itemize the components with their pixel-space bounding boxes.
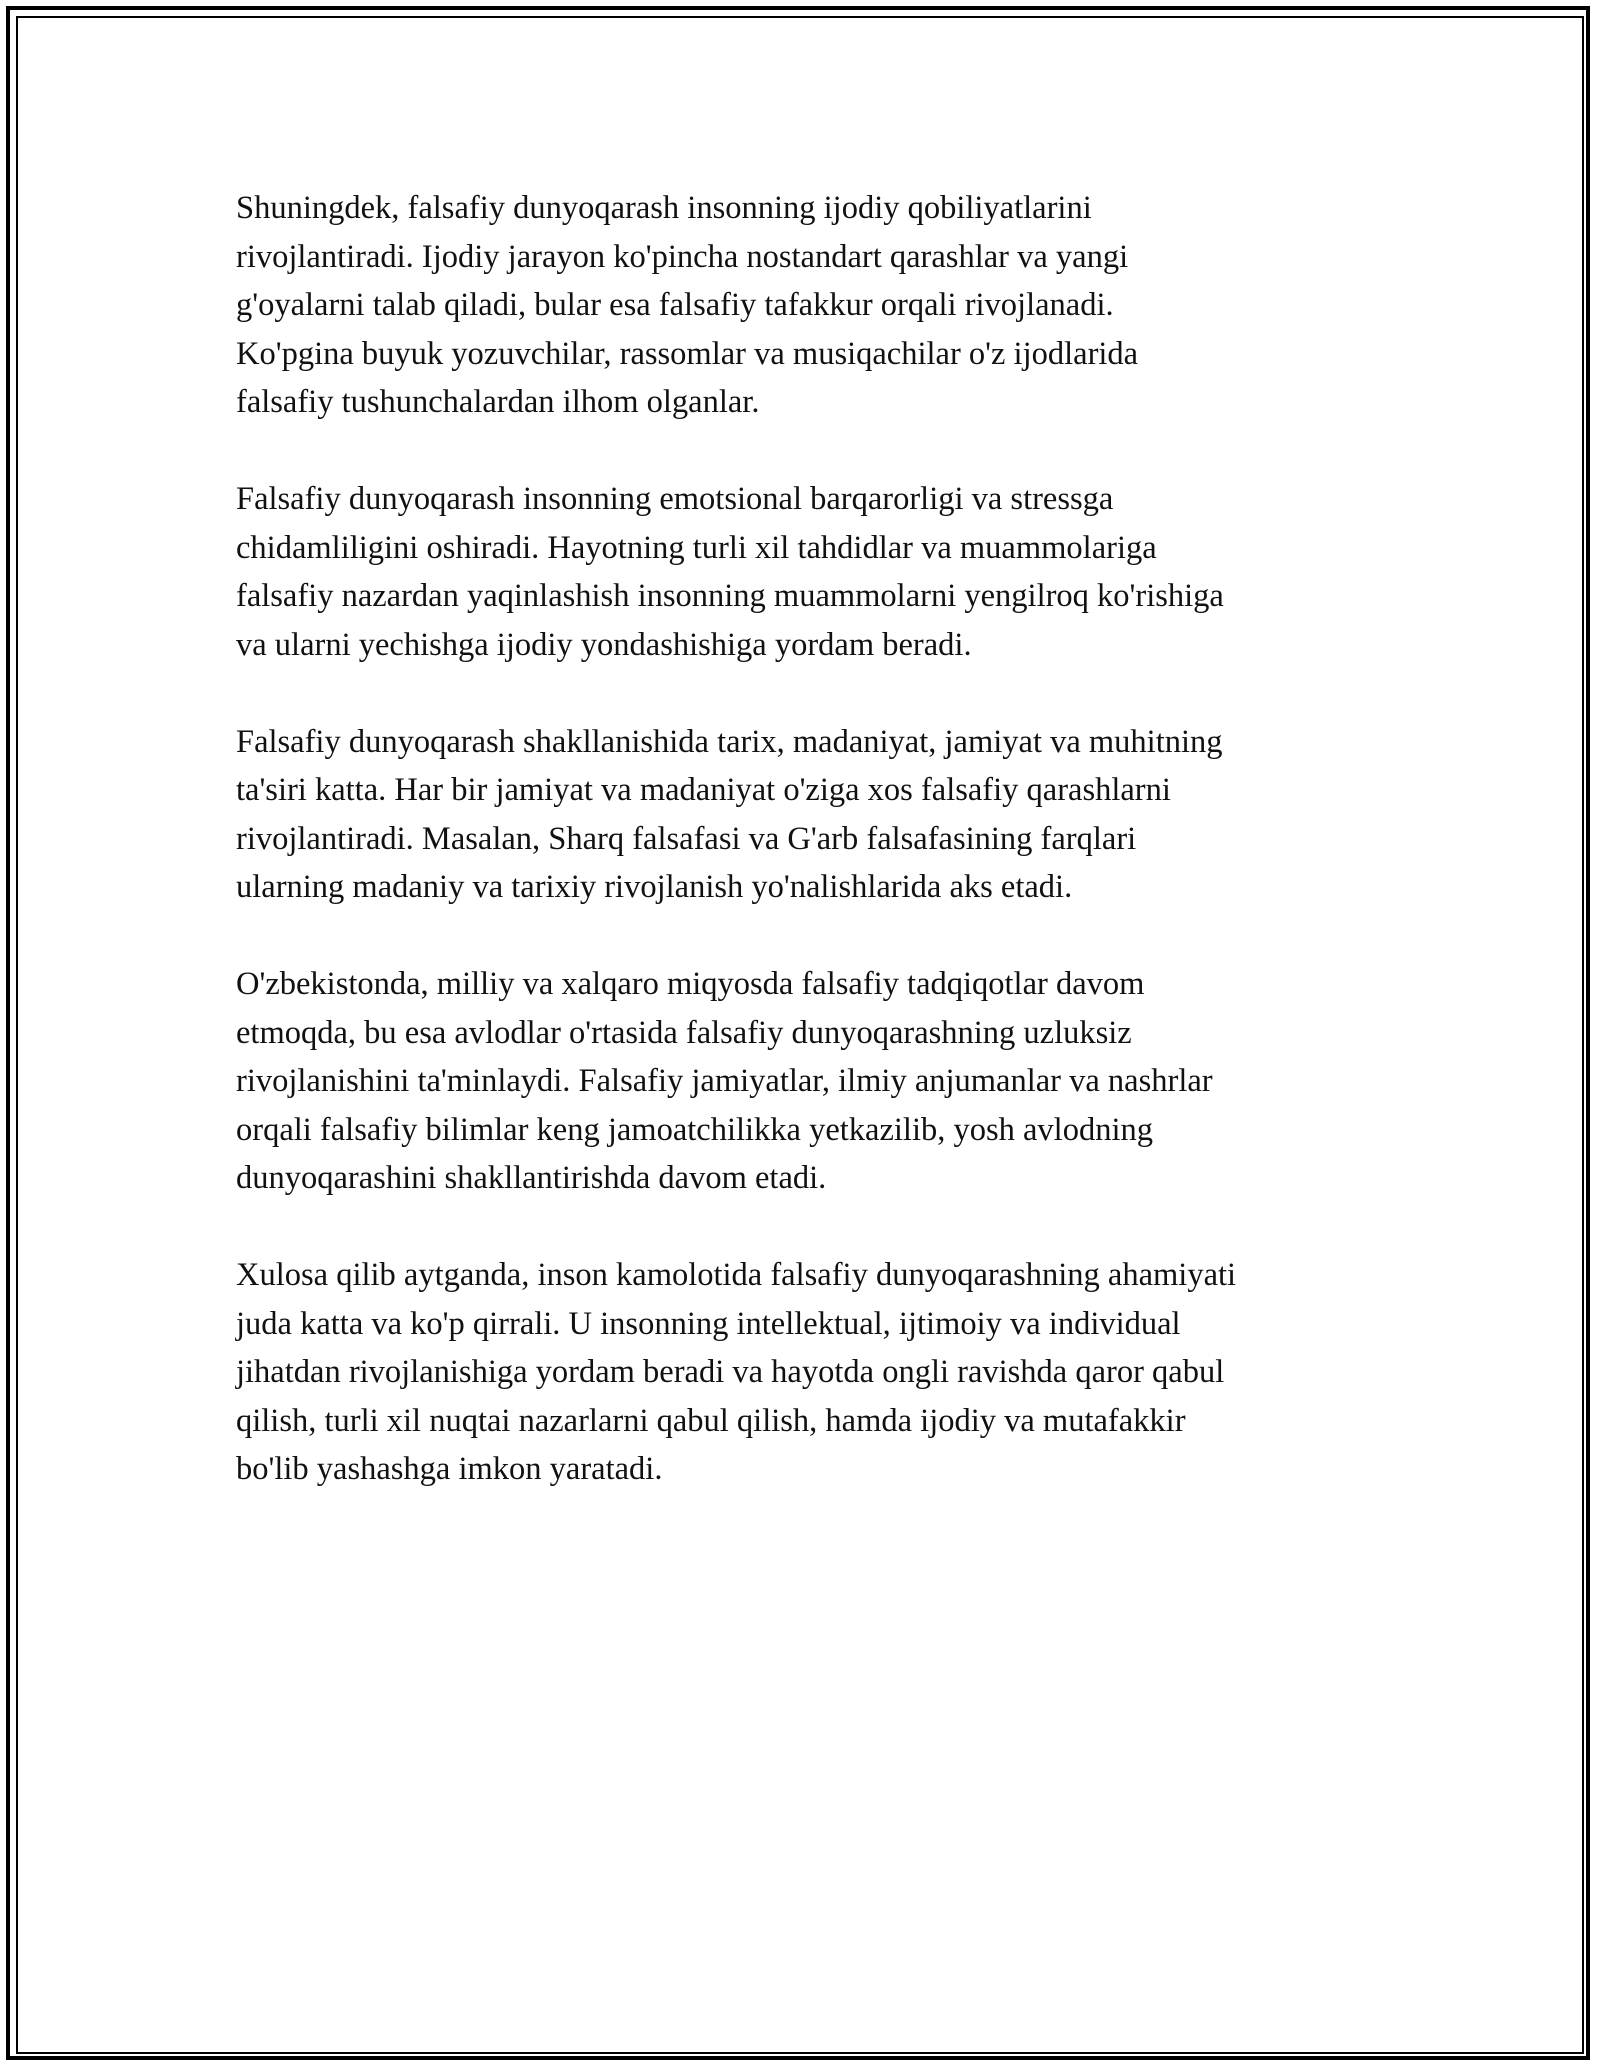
document-body <box>236 184 1386 1542</box>
paragraph-3: Falsafiy dunyoqarash shakllanishida tarix, madaniyat, jamiyat va muhitning ta'siri katta. Har bir jamiyat va madaniyat o'ziga xos falsafiy qarashlarni rivojlantiradi. Masalan, Sharq falsafasi va G'arb falsafasining farqlari ularning madaniy va tarixiy rivojlanish yo'nalishlarida aks etadi. <box>236 723 1223 905</box>
paragraph-1: Shuningdek, falsafiy dunyoqarash insonning ijodiy qobiliyatlarini rivojlantiradi. Ijodiy jarayon ko'pincha nostandart qarashlar va yangi g'oyalarni talab qiladi, bular esa falsafiy tafakkur orqali rivojlanadi. Ko'pgina buyuk yozuvchilar, rassomlar va musiqachilar o'z ijodlarida falsafiy tushunchalardan ilhom olganlar. <box>236 190 1139 420</box>
paragraph-5: Xulosa qilib aytganda, inson kamolotida falsafiy dunyoqarashning ahamiyati juda katta va ko'p qirrali. U insonning intellektual, ijtimoiy va individual jihatdan rivojlanishiga yordam beradi va hayotda ongli ravishda qaror qabul qilish, turli xil nuqtai nazarlarni qabul qilish, hamda ijodiy va mutafakkir bo'lib yashashga imkon yaratadi. <box>236 1257 1237 1487</box>
paragraph-2: Falsafiy dunyoqarash insonning emotsional barqarorligi va stressga chidamliligini oshiradi. Hayotning turli xil tahdidlar va muammolariga falsafiy nazardan yaqinlashish insonning muammolarni yengilroq ko'rishiga va ularni yechishga ijodiy yondashishiga yordam beradi. <box>236 481 1224 663</box>
paragraph-4: O'zbekistonda, milliy va xalqaro miqyosda falsafiy tadqiqotlar davom etmoqda, bu esa avlodlar o'rtasida falsafiy dunyoqarashning uzluksiz rivojlanishini ta'minlaydi. Falsafiy jamiyatlar, ilmiy anjumanlar va nashrlar orqali falsafiy bilimlar keng jamoatchilikka yetkazilib, yosh avlodning dunyoqarashini shakllantirishda davom etadi. <box>236 966 1213 1196</box>
